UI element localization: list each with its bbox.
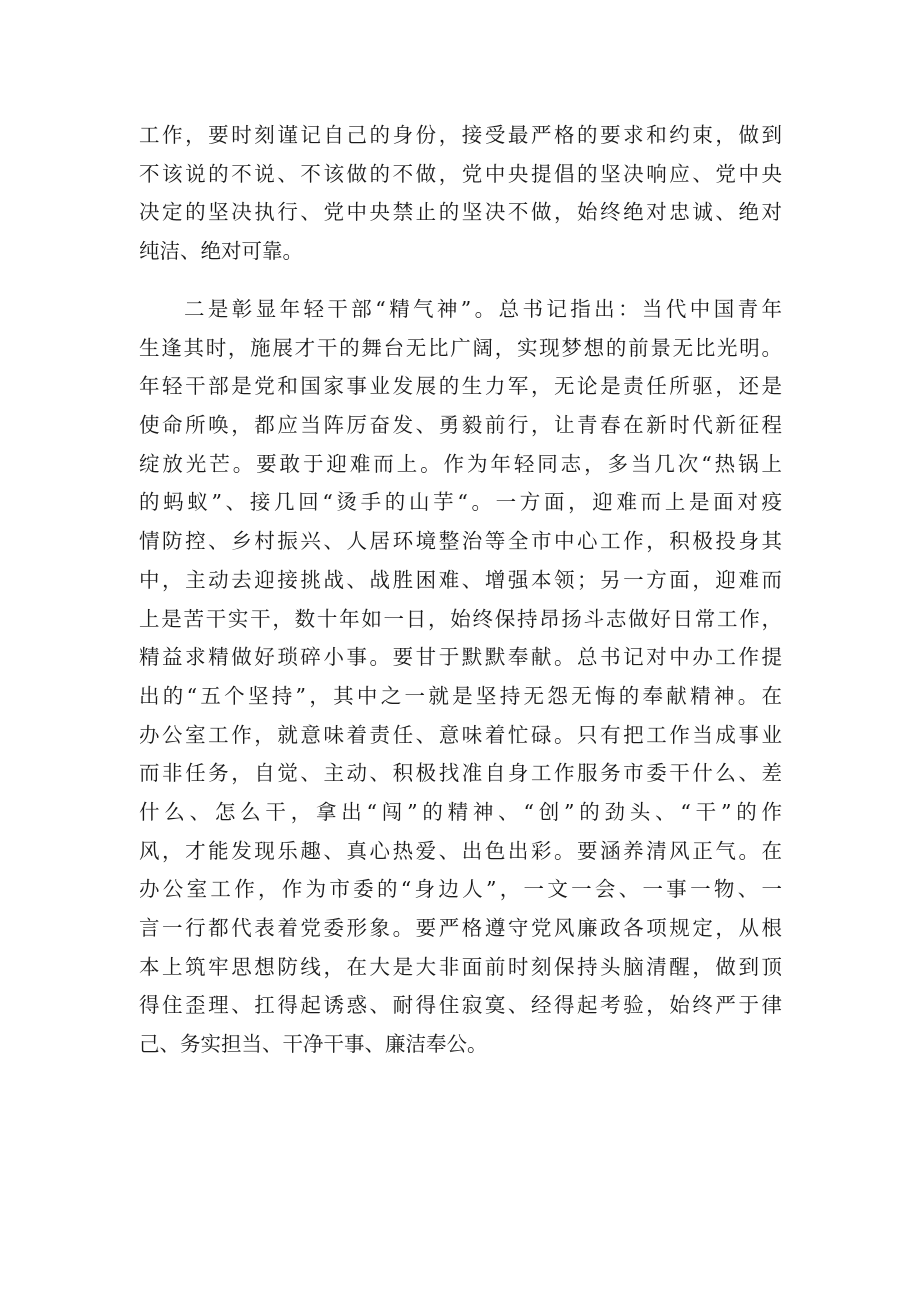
paragraph-line: 工作，要时刻谨记自己的身份，接受最严格的要求和约束，做到 (139, 123, 782, 147)
paragraph-line: 精益求精做好琐碎小事。要甘于默默奉献。总书记对中办工作提 (139, 645, 782, 670)
paragraph-line: 决定的坚决执行、党中央禁止的坚决不做，始终绝对忠诚、绝对 (139, 200, 782, 225)
paragraph-line: 生逢其时，施展才干的舞台无比广阔，实现梦想的前景无比光明。 (139, 335, 782, 360)
paragraph-line: 绽放光芒。要敢于迎难而上。作为年轻同志，多当几次“热锅上 (139, 451, 782, 476)
paragraph-line: 使命所唤，都应当阵厉奋发、勇毅前行，让青春在新时代新征程 (139, 413, 782, 438)
paragraph-line: 年轻干部是党和国家事业发展的生力军，无论是责任所驱，还是 (139, 374, 782, 399)
paragraph-line: 言一行都代表着党委形象。要严格遵守党风廉政各项规定，从根 (139, 916, 782, 940)
paragraph-line: 办公室工作，作为市委的“身边人”，一文一会、一事一物、一 (139, 877, 782, 902)
paragraph-line: 风，才能发现乐趣、真心热爱、出色出彩。要涵养清风正气。在 (139, 838, 782, 863)
paragraph-line: 的蚂蚁”、接几回“烫手的山芋“。一方面，迎难而上是面对疫 (139, 490, 782, 515)
paragraph-line: 办公室工作，就意味着责任、意味着忙碌。只有把工作当成事业 (139, 722, 782, 747)
paragraph-line: 情防控、乡村振兴、人居环境整治等全市中心工作，积极投身其 (139, 529, 782, 554)
paragraph-line: 本上筑牢思想防线，在大是大非面前时刻保持头脑清醒，做到顶 (139, 954, 782, 979)
paragraph-line: 中，主动去迎接挑战、战胜困难、增强本领；另一方面，迎难而 (139, 567, 782, 592)
paragraph-line: 二是彰显年轻干部“精气神”。总书记指出：当代中国青年 (184, 297, 782, 321)
paragraph-continued (139, 116, 782, 271)
paragraph-line: 而非任务，自觉、主动、积极找准自身工作服务市委干什么、差 (139, 761, 782, 786)
paragraph-line: 不该说的不说、不该做的不做，党中央提倡的坚决响应、党中央 (139, 161, 782, 186)
paragraph-line: 上是苦干实干，数十年如一日，始终保持昂扬斗志做好日常工作， (139, 606, 782, 631)
paragraph-line: 得住歪理、扛得起诱惑、耐得住寂寞、经得起考验，始终严于律 (139, 993, 782, 1018)
paragraph-line: 什么、怎么干，拿出“闯”的精神、“创”的劲头、“干”的作 (139, 799, 782, 824)
paragraph-young-cadres (139, 290, 782, 1064)
paragraph-line: 出的“五个坚持”，其中之一就是坚持无怨无悔的奉献精神。在 (139, 683, 782, 708)
paragraph-line: 纯洁、绝对可靠。 (139, 239, 303, 264)
paragraph-line: 己、务实担当、干净干事、廉洁奉公。 (139, 1032, 488, 1057)
